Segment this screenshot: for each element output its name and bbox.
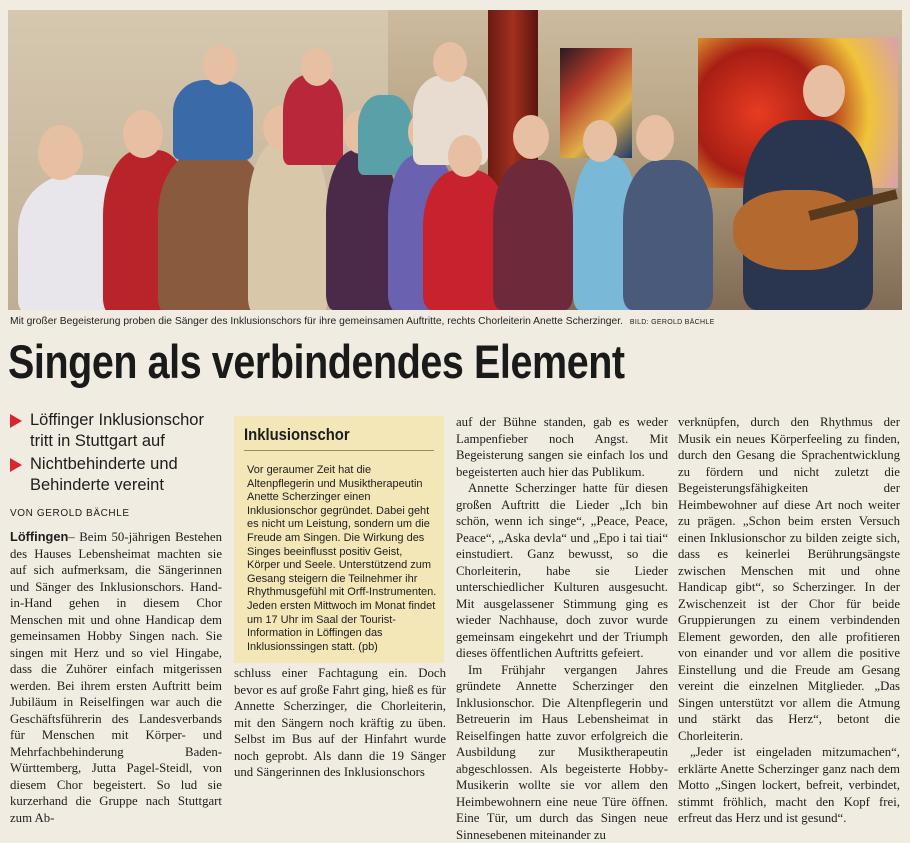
article-column-1: [10, 529, 222, 826]
article-column-2: [234, 665, 446, 781]
singer-head: [513, 115, 549, 159]
singer-figure: [283, 75, 343, 165]
red-arrow-icon: [10, 414, 22, 428]
guitar-body: [733, 190, 858, 270]
singer-figure: [173, 80, 253, 160]
headline: Singen als verbindendes Element: [8, 334, 756, 389]
singer-head: [433, 42, 467, 82]
subhead-item: [10, 454, 220, 496]
singer-head: [203, 45, 237, 85]
subhead-list: [10, 410, 220, 498]
caption-text: Mit großer Begeisterung proben die Sänger des Inklusionschors für ihre gemeinsamen Auftritte, rechts Chorleiterin Anette Scherzinger.: [10, 316, 623, 327]
info-box-divider: [244, 450, 434, 451]
article-text: schluss einer Fachtagung ein. Doch bevor es auf große Fahrt ging, hieß es für Annette Scherzinger, die Chorleiterin, mit den Sängern noch kräftig zu üben. Selbst im Bus auf der Hinfahrt wurde noch geprobt. Als dann die 19 Sänger und Sängerinnen des Inklusionschors: [234, 665, 446, 781]
info-box-body: Vor geraumer Zeit hat die Altenpflegerin und Musiktherapeutin Anette Scherzinger einen Inklusionschor gegründet. Dabei geht es nicht um Leistung, sondern um die Freude am Singen. Die Wirkung des Singes beeinflusst positiv Geist, Körper und Seele. Unterstützend zum Gesang steigern die Teilnehmer ihr Rhythmusgefühl mit Orff-Instrumenten. Jeden ersten Mittwoch im Monat findet um 17 Uhr im Saal der Tourist-Information in Löffingen das Inklusionssingen statt. (pb): [247, 464, 437, 654]
article-text: – Beim 50-jährigen Bestehen des Hauses Lebensheimat machten sie auf sich aufmerksam, die Sängerinnen und Sänger des Inklusionschors. Hand-in-Hand gehen in diesem Chor Menschen mit und ohne Handicap dem gemeinsamen Hobby Singen nach. Sie singen mit Herz und so viel Hingabe, dass die Zuhörer einfach mitgerissen werden. Bei ihrem ersten Auftritt beim Jubiläum in Reiselfingen war auch die Geschäftsführerin des Landesverbands für Menschen mit Körper- und Mehrfachbehinderung Baden-Württemberg, Jutta Pagel-Steidl, von diesem Chor begeistert. So lud sie kurzerhand die Gruppe nach Stuttgart zum Ab-: [10, 530, 222, 825]
singer-figure: [493, 160, 573, 310]
red-arrow-icon: [10, 458, 22, 472]
subhead-text: Löffinger Inklusionschor tritt in Stuttgart auf: [30, 411, 204, 450]
byline: VON GEROLD BÄCHLE: [10, 508, 130, 519]
subhead-item: [10, 410, 220, 452]
photo-caption: [10, 316, 900, 327]
article-paragraph: verknüpfen, durch den Rhythmus der Musik ein neues Körperfeeling zu finden, durch den Gesang die Sprachentwicklung zu fördern und nicht zuletzt die Begeisterungsfähigkeiten der Heimbewohner auf diese Art noch weiter zu prägen. „Schon beim ersten Versuch einen Inklusionschor zu bilden zeigte sich, dass es keinerlei Berührungsängste zwischen Menschen mit und ohne Handicap gibt“, so Scherzinger. In der Zwischenzeit ist der Chor für beide Gruppierungen zu einem verbindenden Element geworden, den alle profitieren von einander und vor allem die positive Einstellung und die Freude am Gesang vereint die einzelnen Mitglieder. „Das Singen unterstützt vor allem die Atmung und stärkt das Herz“, betont die Chorleiterin.: [678, 414, 900, 744]
singer-head: [301, 48, 333, 86]
singer-head: [636, 115, 674, 161]
article-paragraph: Annette Scherzinger hatte für diesen großen Auftritt die Lieder „Ich bin schön, wenn ich singe“, „Peace, Peace, Peace“, „Aska devla“ und „Epo i tai tiai“ einstudiert. Ganz bewusst, so die Chorleiterin, habe sie Lieder unterschiedlicher Kulturen ausgesucht. Mit ausgelassener Stimmung ging es wieder Nachhause, doch zuvor wurde gemeinsam eingekehrt und der Triumph dieses öffentlichen Auftritts gefeiert.: [456, 480, 668, 662]
article-column-4: [678, 414, 900, 827]
photo-credit: BILD: GEROLD BÄCHLE: [630, 319, 715, 326]
info-box-title: Inklusionschor: [244, 426, 350, 445]
singer-head: [583, 120, 617, 162]
singer-head: [803, 65, 845, 117]
choir-photo: [8, 10, 902, 310]
singer-head: [123, 110, 163, 158]
article-paragraph: auf der Bühne standen, gab es weder Lampenfieber noch Angst. Mit Begeisterung sangen sie einfach los und begeisterten auch hier das Publikum.: [456, 414, 668, 480]
singer-figure: [623, 160, 713, 310]
dateline: Löffingen: [10, 529, 68, 544]
subhead-text: Nichtbehinderte und Behinderte vereint: [30, 455, 178, 494]
singer-head: [448, 135, 482, 177]
article-paragraph: Im Frühjahr vergangen Jahres gründete Annette Scherzinger den Inklusionschor. Die Altenpflegerin und Betreuerin im Haus Lebensheimat in Reiselfingen hatte zuvor erfolgreich die Ausbildung zur Musiktherapeutin abgeschlossen. Als begeisterte Hobby-Musikerin wollte sie vor allem den Heimbewohnern eine neue Türe öffnen. Eine Tür, um durch das Singen neue Sinnesebenen miteinander zu: [456, 662, 668, 843]
singer-figure: [248, 140, 328, 310]
article-paragraph: „Jeder ist eingeladen mitzumachen“, erklärte Anette Scherzinger ganz nach dem Motto „Singen lockert, befreit, verbindet, stimmt fröhlich, macht den Kopf frei, erfreut das Herz und ist gesund“.: [678, 744, 900, 827]
singer-head: [38, 125, 83, 180]
info-box: [234, 416, 444, 663]
article-column-3: [456, 414, 668, 843]
